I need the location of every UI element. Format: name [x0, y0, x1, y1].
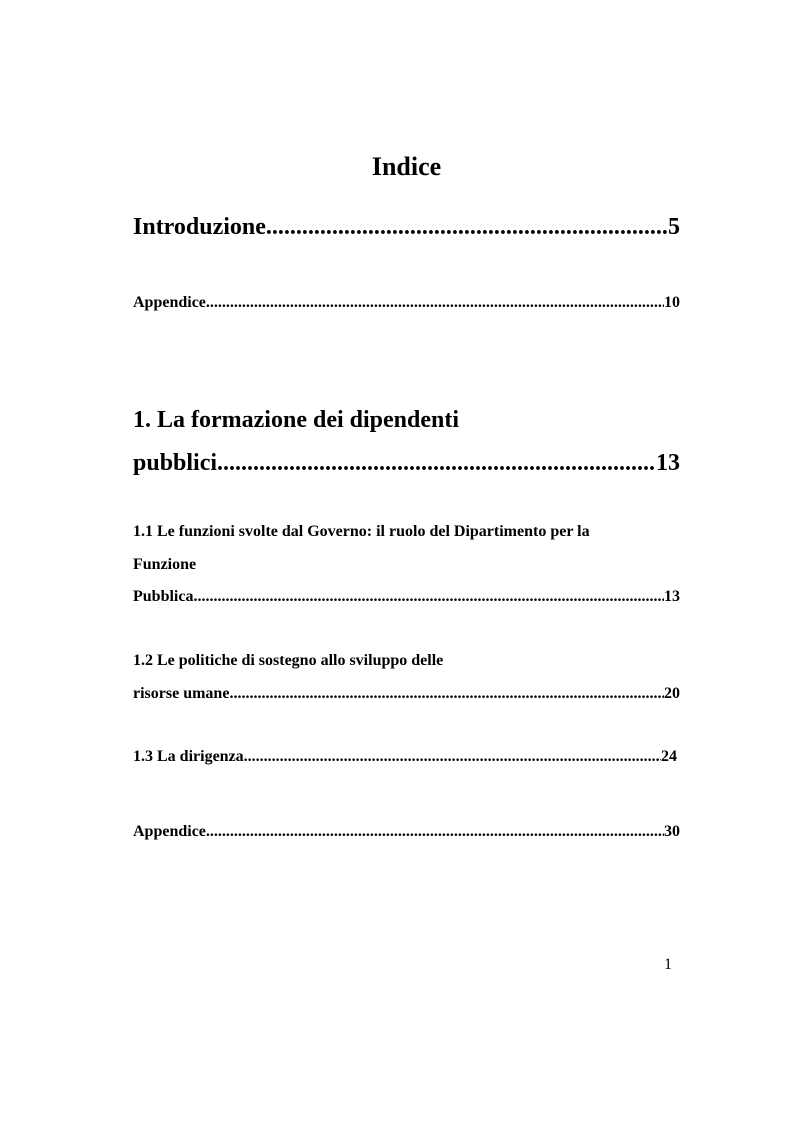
toc-entry-label: 1.3 La dirigenza	[133, 748, 244, 765]
toc-entry-section-1-3[interactable]	[133, 746, 677, 768]
toc-entry-page: 24	[661, 748, 677, 765]
toc-entry-label: pubblici	[133, 450, 218, 476]
toc-entry-page: 5	[668, 214, 680, 240]
toc-entry-page: 30	[664, 823, 680, 840]
toc-entry-section-1-1[interactable]	[133, 586, 680, 608]
page-title: Indice	[371, 152, 442, 181]
toc-entry-page: 20	[664, 685, 680, 702]
dot-leader	[229, 683, 664, 705]
dot-leader	[206, 292, 664, 314]
toc-entry-page: 13	[656, 450, 680, 476]
toc-section-1-1-line2: Funzione	[133, 556, 197, 573]
toc-entry-page: 13	[664, 588, 680, 605]
toc-section-1-2-line1: 1.2 Le politiche di sostegno allo sviluppo delle	[133, 652, 444, 669]
toc-entry-introduzione[interactable]	[133, 211, 680, 243]
toc-section-1-1-line1: 1.1 Le funzioni svolte dal Governo: il ruolo del Dipartimento per la	[133, 523, 590, 540]
toc-entry-page: 10	[664, 294, 680, 311]
toc-entry-chapter-1[interactable]	[133, 447, 680, 479]
dot-leader	[217, 447, 656, 479]
toc-entry-label: Pubblica	[133, 588, 194, 605]
toc-chapter-1-title-line: 1. La formazione dei dipendenti	[133, 407, 460, 433]
toc-entry-appendice-intro[interactable]	[133, 292, 680, 314]
toc-entry-label: risorse umane	[133, 685, 230, 702]
page-number: 1	[664, 956, 672, 973]
toc-entry-label: Appendice	[133, 294, 206, 311]
toc-entry-label: Introduzione	[133, 214, 266, 240]
dot-leader	[244, 746, 661, 768]
toc-entry-label: Appendice	[133, 823, 206, 840]
dot-leader	[266, 211, 668, 243]
dot-leader	[193, 586, 664, 608]
toc-entry-appendice-chapter-1[interactable]	[133, 821, 680, 843]
dot-leader	[206, 821, 664, 843]
toc-entry-section-1-2[interactable]	[133, 683, 680, 705]
